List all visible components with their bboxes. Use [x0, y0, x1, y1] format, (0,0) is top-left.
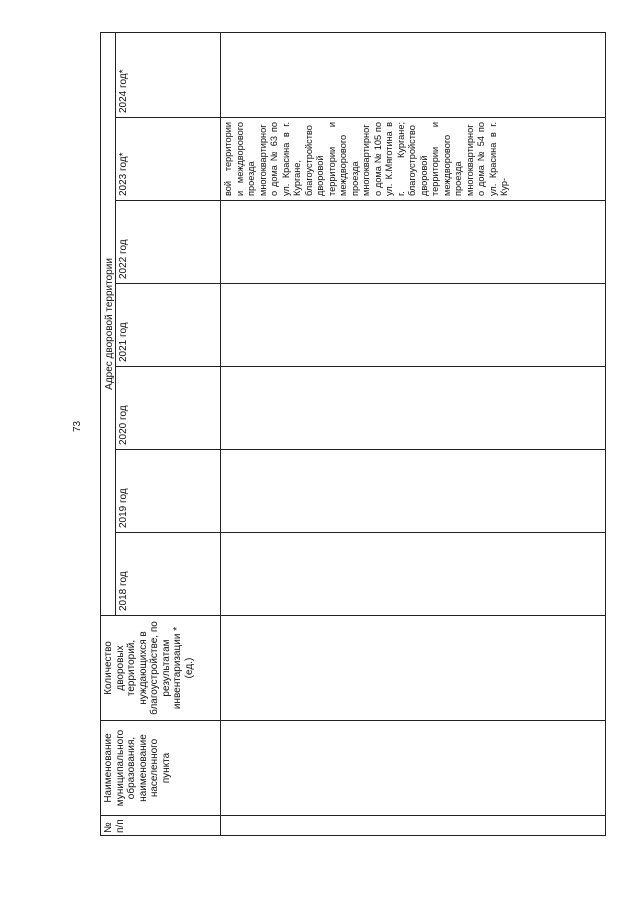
cell-year-2019: [221, 450, 606, 533]
cell-year-2023: вой территории и междворового проезда многоквартирного дома № 63 по ул. Красина в г. Кургане, благоустройство дворовой территории и междворового проезда многоквартирного дома № 105 по ул. К.Мяготина в г. Кургане; благоустройство дворовой территории и междворового проезда многоквартирного дома № 54 по ул. Красина в г. Кур-: [221, 118, 606, 201]
header-address-group: Адрес дворовой территории: [101, 32, 116, 615]
header-municipality: Наименование муниципального образования, наименование населенного пункта: [101, 721, 221, 816]
header-year-2023: 2023 год*: [116, 118, 221, 201]
header-year-2018: 2018 год: [116, 533, 221, 616]
cell-year-2018: [221, 533, 606, 616]
header-year-2019: 2019 год: [116, 450, 221, 533]
header-number: № п/п: [101, 816, 221, 836]
cell-year-2022: [221, 201, 606, 284]
page-number: 73: [72, 420, 83, 432]
header-year-2022: 2022 год: [116, 201, 221, 284]
cell-municipality: [221, 721, 606, 816]
header-year-2021: 2021 год: [116, 284, 221, 367]
courtyard-territories-table: [100, 32, 606, 836]
header-year-2020: 2020 год: [116, 367, 221, 450]
table-row: [221, 32, 606, 835]
table-rotation-frame: [100, 33, 595, 836]
header-count: Количество дворовых территорий, нуждающихся в благоустройстве, по результатам инвентаризации * (ед.): [101, 616, 221, 721]
rotated-table-sheet: [100, 33, 595, 836]
cell-year-2020: [221, 367, 606, 450]
cell-year-2021: [221, 284, 606, 367]
cell-number: [221, 816, 606, 836]
header-year-2024: 2024 год*: [116, 32, 221, 117]
cell-count: [221, 616, 606, 721]
cell-year-2024: [221, 32, 606, 117]
header-row-group: [101, 32, 116, 835]
